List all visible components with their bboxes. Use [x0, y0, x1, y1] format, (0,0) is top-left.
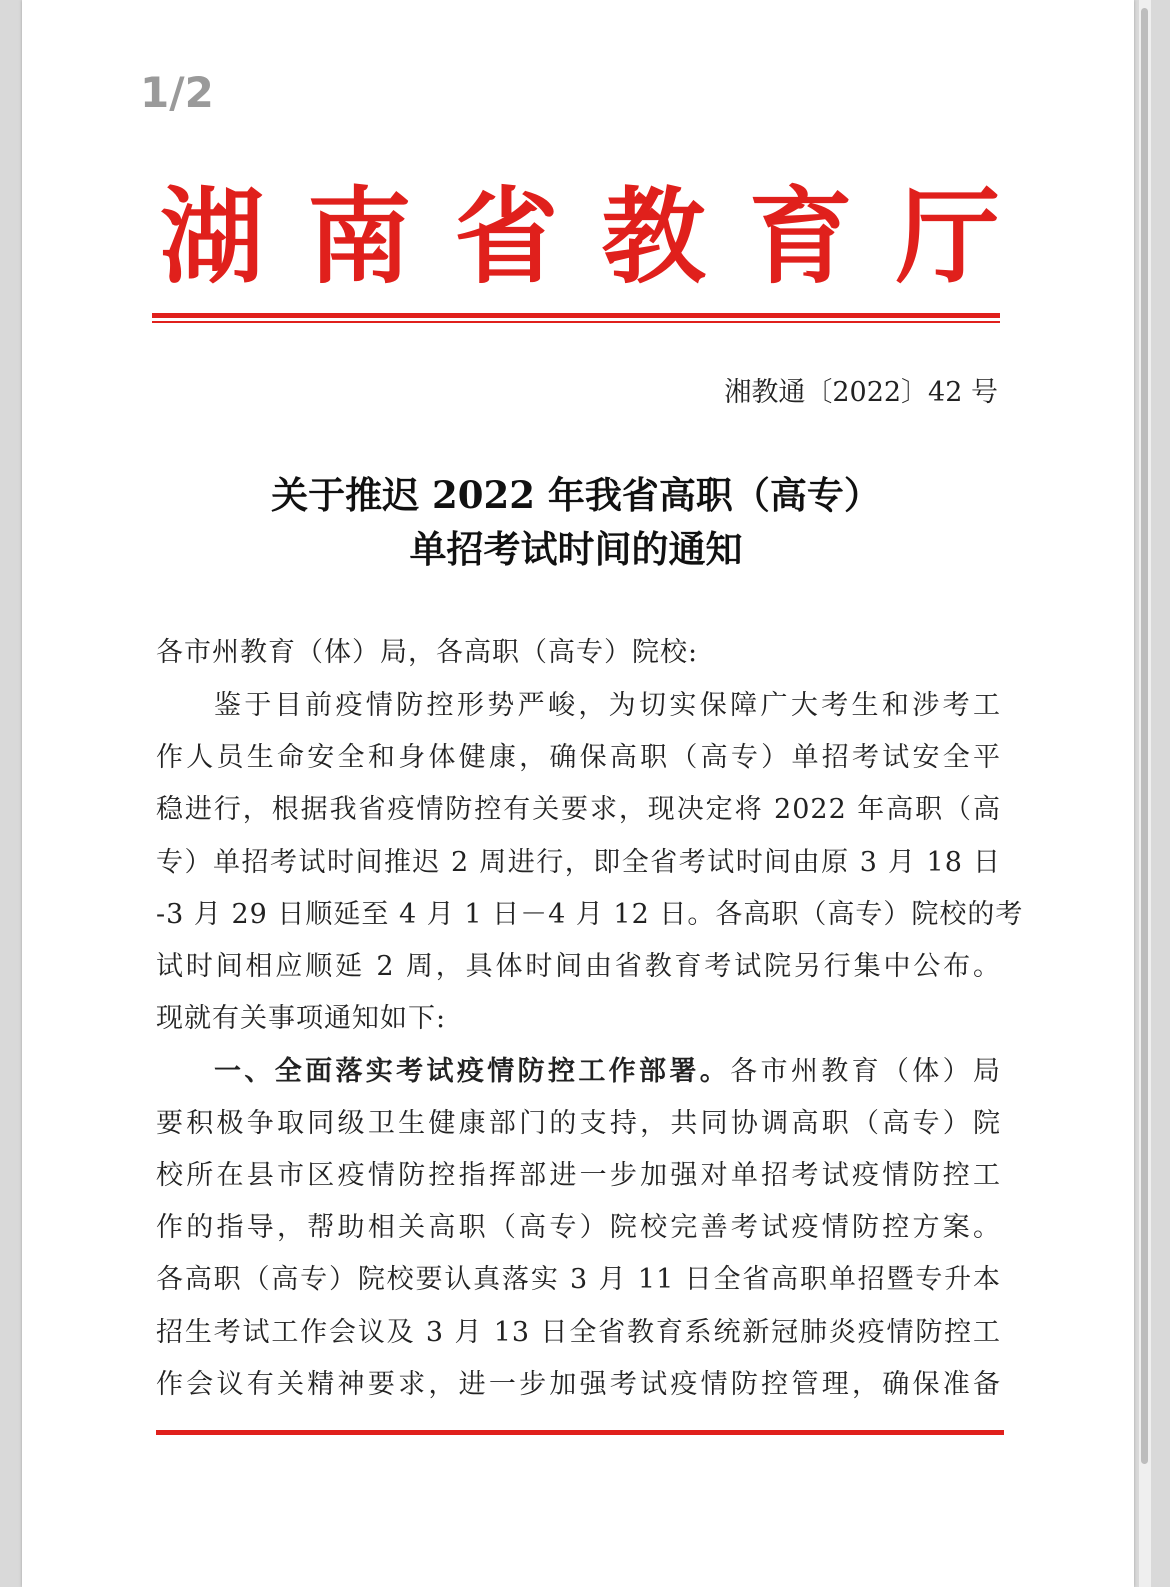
paragraph-line: 招生考试工作会议及 3 月 13 日全省教育系统新冠肺炎疫情防控工: [156, 1317, 1001, 1348]
page-indicator: 1/2: [140, 68, 214, 117]
masthead-char: 湖: [160, 175, 265, 298]
scrollbar-thumb[interactable]: [1141, 8, 1148, 1464]
paragraph-line: 作人员生命安全和身体健康，确保高职（高专）单招考试安全平: [156, 742, 1001, 773]
paragraph-line: 稳进行，根据我省疫情防控有关要求，现决定将 2022 年高职（高: [156, 794, 1001, 825]
document-title-line-2: 单招考试时间的通知: [409, 527, 743, 571]
section-1-first-line: [214, 1049, 1001, 1088]
paragraph-line: 试时间相应顺延 2 周，具体时间由省教育考试院另行集中公布。: [156, 951, 1001, 982]
masthead-rule-thin: [152, 321, 1000, 323]
document-title-line-1: 关于推迟 2022 年我省高职（高专）: [271, 473, 881, 517]
paragraph-line: 作会议有关精神要求，进一步加强考试疫情防控管理，确保准备: [156, 1369, 1001, 1400]
section-1-heading: 一、全面落实考试疫情防控工作部署。: [214, 1056, 731, 1087]
masthead-char: 南: [307, 175, 412, 298]
section-1-first-line-rest: 各市州教育（体）局: [730, 1056, 1002, 1087]
masthead-char: 育: [748, 175, 853, 298]
masthead-char: 教: [601, 175, 706, 298]
masthead-char: 厅: [895, 175, 1000, 298]
paragraph-line: 作的指导，帮助相关高职（高专）院校完善考试疫情防控方案。: [156, 1212, 1001, 1243]
page-bottom-rule: [156, 1430, 1004, 1435]
salutation: 各市州教育（体）局，各高职（高专）院校:: [156, 637, 699, 668]
masthead-rule-thick: [152, 313, 1000, 318]
paragraph-line: 各高职（高专）院校要认真落实 3 月 11 日全省高职单招暨专升本: [156, 1264, 1001, 1295]
paragraph-line: -3 月 29 日顺延至 4 月 1 日－4 月 12 日。各高职（高专）院校的考: [156, 899, 1024, 930]
paragraph-line: 要积极争取同级卫生健康部门的支持，共同协调高职（高专）院: [156, 1108, 1001, 1139]
paragraph-line: 校所在县市区疫情防控指挥部进一步加强对单招考试疫情防控工: [156, 1160, 1001, 1191]
paragraph-line: 专）单招考试时间推迟 2 周进行，即全省考试时间由原 3 月 18 日: [156, 847, 1001, 878]
paragraph-line: 现就有关事项通知如下:: [156, 1003, 447, 1034]
masthead: [160, 175, 1000, 298]
document-number: 湘教通〔2022〕42 号: [724, 377, 998, 408]
paragraph-line: 鉴于目前疫情防控形势严峻，为切实保障广大考生和涉考工: [214, 690, 1001, 721]
masthead-char: 省: [454, 175, 559, 298]
vertical-scrollbar[interactable]: [1139, 0, 1151, 1587]
